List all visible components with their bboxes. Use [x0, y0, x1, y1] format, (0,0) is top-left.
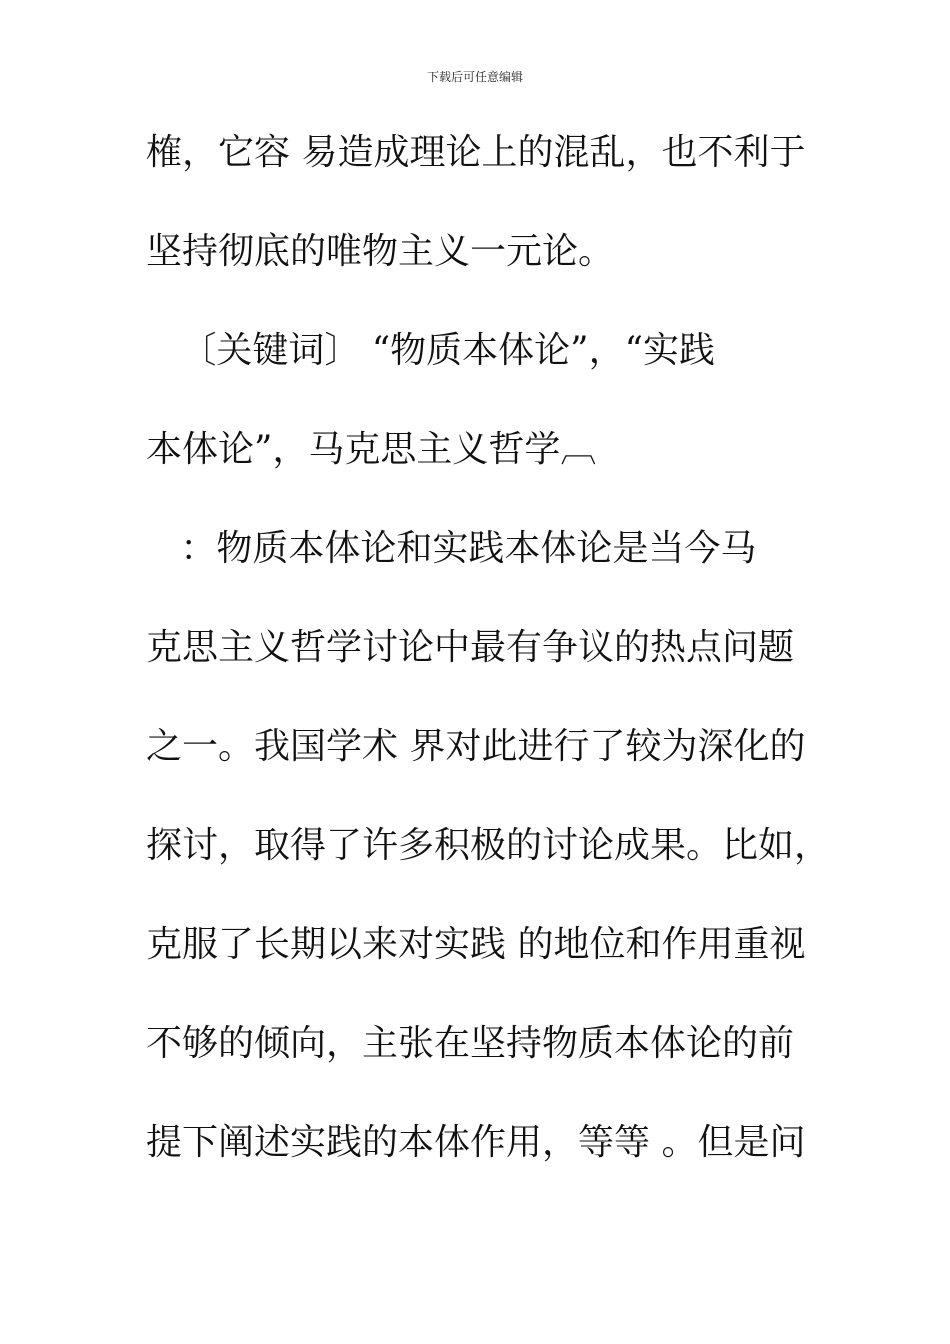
text-line: 探讨，取得了许多积极的讨论成果。比如， — [146, 825, 831, 866]
keywords-line: 本体论”，马克思主义哲学︹ — [146, 429, 597, 470]
text-line: 榷，它容 易造成理论上的混乱，也不利于 — [146, 132, 806, 173]
text-line: ：物质本体论和实践本体论是当今马 — [146, 528, 757, 569]
keywords-line: 〔关键词〕 “物质本体论”，“实践 — [146, 330, 715, 371]
text-line: 提下阐述实践的本体作用，等等 。但是问 — [146, 1122, 806, 1163]
text-line: 克思主义哲学讨论中最有争议的热点问题 — [146, 627, 795, 668]
page-header: 下载后可任意编辑 — [426, 70, 523, 84]
text-line: 之一。我国学术 界对此进行了较为深化的 — [146, 726, 806, 767]
text-line: 坚持彻底的唯物主义一元论。 — [146, 231, 615, 272]
text-line: 不够的倾向，主张在坚持物质本体论的前 — [146, 1023, 795, 1064]
text-line: 克服了长期以来对实践 的地位和作用重视 — [146, 924, 806, 965]
